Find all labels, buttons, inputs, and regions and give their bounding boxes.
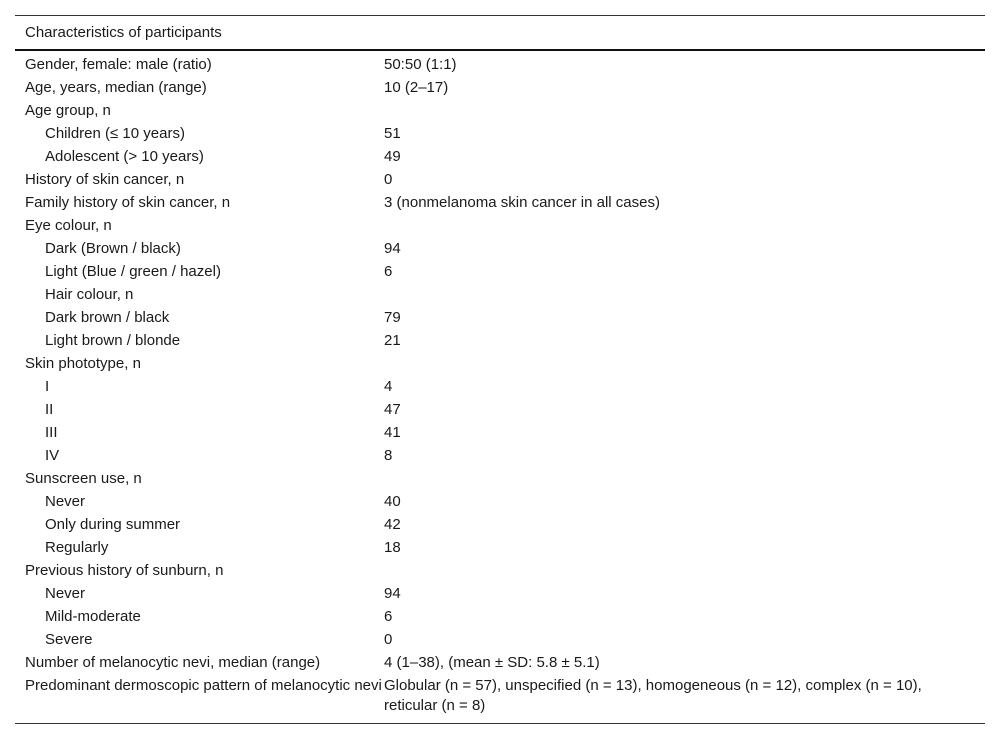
row-value: 50:50 (1:1) — [384, 56, 457, 73]
row-label: Severe — [45, 631, 93, 648]
table-row — [15, 192, 985, 215]
table-row — [15, 123, 985, 146]
table-header: Characteristics of participants — [15, 16, 985, 51]
row-label: Regularly — [45, 539, 109, 556]
row-value: 4 — [384, 378, 393, 395]
row-value: 21 — [384, 332, 401, 349]
table-row — [15, 330, 985, 353]
row-label: History of skin cancer, n — [25, 171, 185, 188]
row-value: 3 (nonmelanoma skin cancer in all cases) — [384, 194, 660, 211]
table-row — [15, 560, 985, 583]
row-value: 8 — [384, 447, 393, 464]
row-label: Hair colour, n — [45, 286, 134, 303]
row-value — [384, 216, 985, 236]
row-label: Family history of skin cancer, n — [25, 194, 231, 211]
row-label: Light brown / blonde — [45, 332, 181, 349]
row-value: 79 — [384, 309, 401, 326]
table-body — [15, 51, 985, 724]
row-value: 41 — [384, 424, 401, 441]
participants-table — [15, 15, 985, 724]
table-row — [15, 307, 985, 330]
row-value: 40 — [384, 493, 401, 510]
row-label: I — [45, 378, 50, 395]
row-value: 49 — [384, 148, 401, 165]
table-row — [15, 491, 985, 514]
row-label: Only during summer — [45, 516, 181, 533]
table-row — [15, 261, 985, 284]
table-row — [15, 606, 985, 629]
table-row — [15, 445, 985, 468]
row-label: Dark brown / black — [45, 309, 170, 326]
table-row — [15, 376, 985, 399]
row-value: 6 — [384, 263, 393, 280]
table-row — [15, 537, 985, 560]
table-row — [15, 353, 985, 376]
table-row — [15, 675, 985, 718]
table-row — [15, 284, 985, 307]
row-value — [384, 285, 985, 305]
row-value: 42 — [384, 516, 401, 533]
row-label: Sunscreen use, n — [25, 470, 142, 487]
row-label: Dark (Brown / black) — [45, 240, 181, 257]
row-label: IV — [45, 447, 60, 464]
row-value: 47 — [384, 401, 401, 418]
row-value: Globular (n = 57), unspecified (n = 13), homogeneous (n = 12), complex (n = 10), reticular (n = 8) — [384, 677, 922, 714]
table-row — [15, 54, 985, 77]
row-label: Light (Blue / green / hazel) — [45, 263, 221, 280]
row-label: Never — [45, 585, 86, 602]
row-value: 51 — [384, 125, 401, 142]
row-value: 10 (2–17) — [384, 79, 449, 96]
table-row — [15, 652, 985, 675]
table-row — [15, 422, 985, 445]
table-row — [15, 468, 985, 491]
row-label: III — [45, 424, 58, 441]
row-value: 0 — [384, 631, 393, 648]
table-row — [15, 629, 985, 652]
row-value — [384, 101, 985, 121]
table-row — [15, 514, 985, 537]
row-label: Gender, female: male (ratio) — [25, 56, 212, 73]
table-row — [15, 399, 985, 422]
row-value: 94 — [384, 585, 401, 602]
row-value: 18 — [384, 539, 401, 556]
row-label: Skin phototype, n — [25, 355, 141, 372]
table-row — [15, 77, 985, 100]
row-label: II — [45, 401, 54, 418]
row-label: Mild-moderate — [45, 608, 141, 625]
table-row — [15, 583, 985, 606]
table-row — [15, 146, 985, 169]
row-value — [384, 561, 985, 581]
row-value: 4 (1–38), (mean ± SD: 5.8 ± 5.1) — [384, 654, 600, 671]
table-row — [15, 215, 985, 238]
row-value — [384, 469, 985, 489]
row-label: Number of melanocytic nevi, median (range) — [25, 654, 321, 671]
row-value — [384, 354, 985, 374]
row-label: Previous history of sunburn, n — [25, 562, 224, 579]
row-label: Predominant dermoscopic pattern of melanocytic nevi — [25, 677, 382, 694]
row-value: 6 — [384, 608, 393, 625]
row-label: Adolescent (> 10 years) — [45, 148, 204, 165]
row-label: Age group, n — [25, 102, 111, 119]
row-label: Never — [45, 493, 86, 510]
row-label: Age, years, median (range) — [25, 79, 207, 96]
row-label: Eye colour, n — [25, 217, 112, 234]
table-row — [15, 100, 985, 123]
table-row — [15, 238, 985, 261]
row-value: 0 — [384, 171, 393, 188]
row-value: 94 — [384, 240, 401, 257]
row-label: Children (≤ 10 years) — [45, 125, 185, 142]
table-row — [15, 169, 985, 192]
